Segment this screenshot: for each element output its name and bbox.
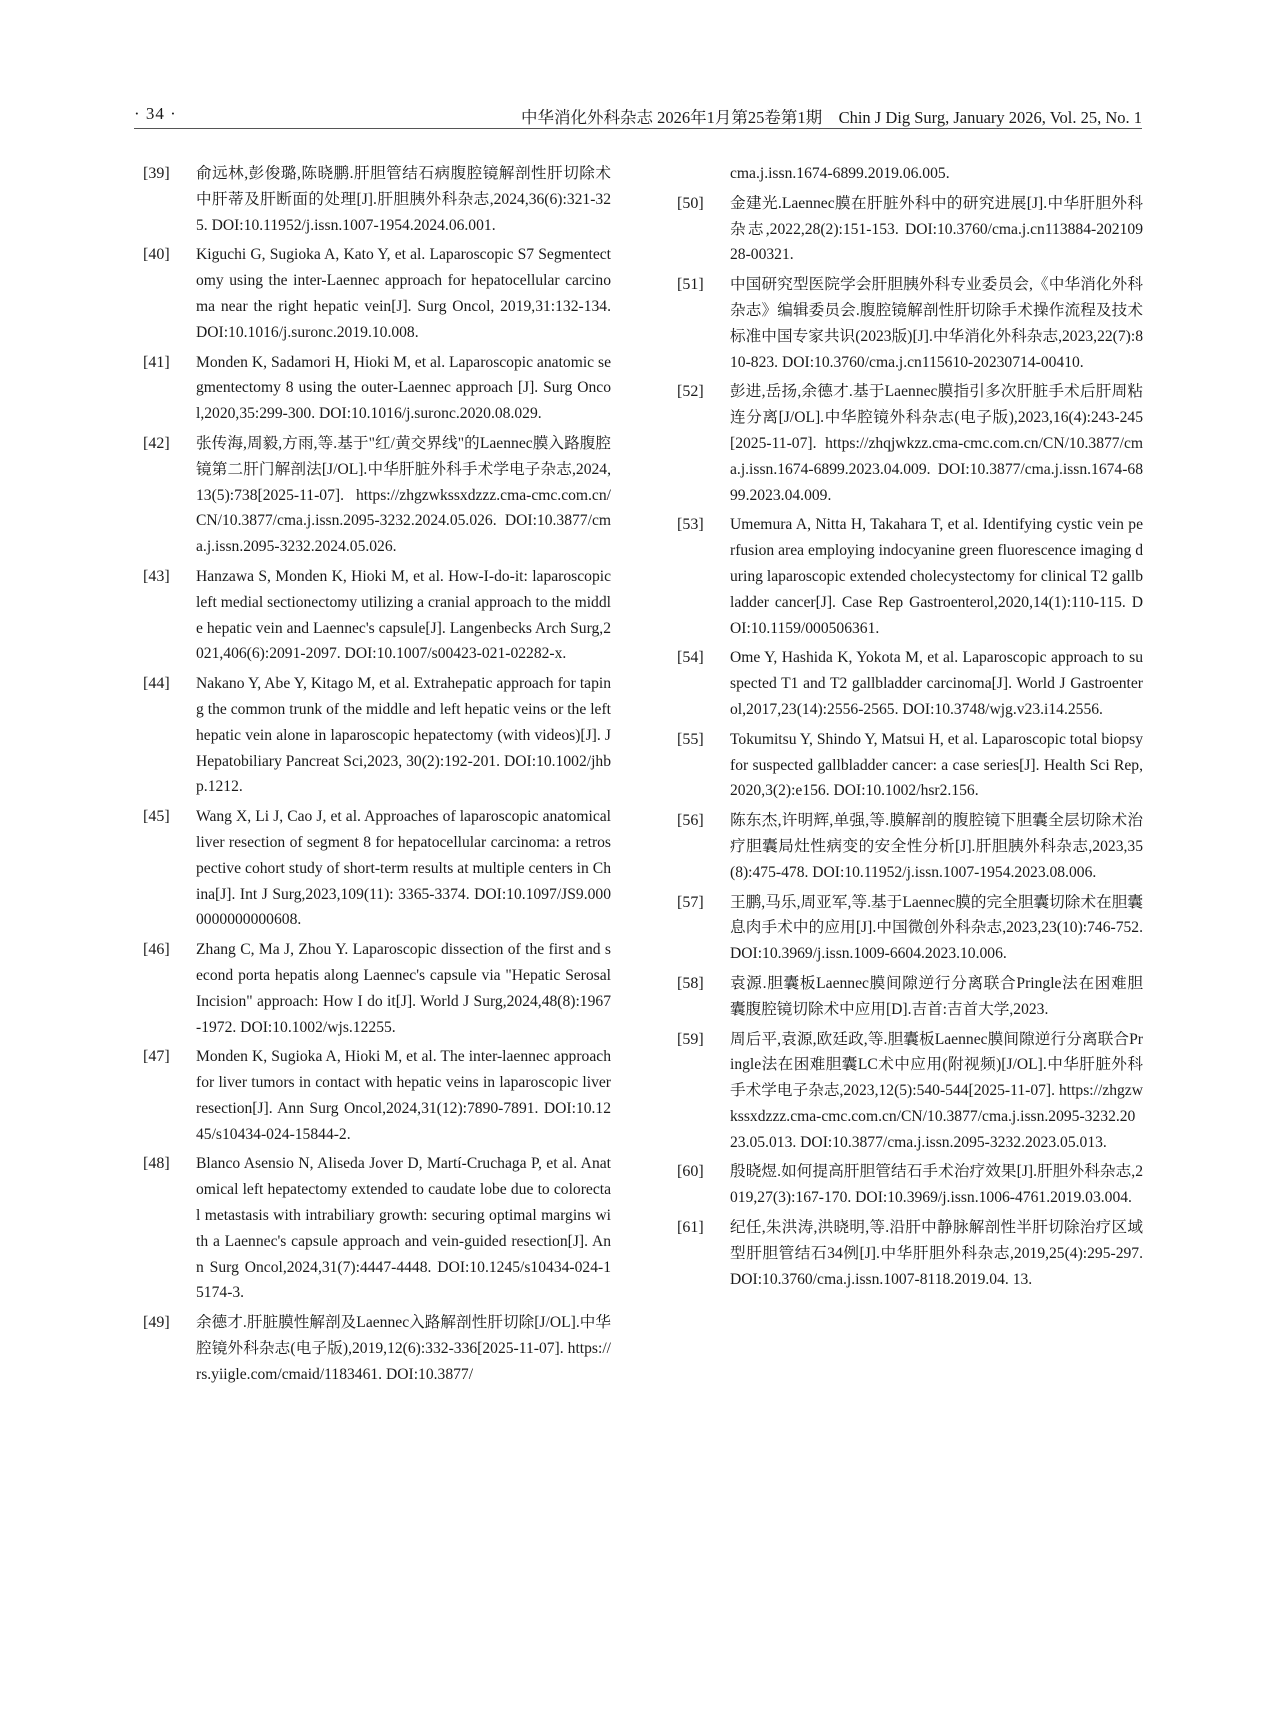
reference-item bbox=[677, 971, 1143, 1023]
reference-item bbox=[143, 804, 611, 933]
reference-number: [59] bbox=[677, 1030, 704, 1048]
reference-number: [55] bbox=[677, 730, 704, 748]
reference-item bbox=[143, 937, 611, 1040]
reference-text: Ome Y, Hashida K, Yokota M, et al. Laparoscopic approach to suspected T1 and T2 gallbladder carcinoma[J]. World J Gastroenterol,2017,23(14):2556-2565. DOI:10.3748/wjg.v23.i14.2556. bbox=[730, 649, 1143, 718]
reference-item bbox=[143, 161, 611, 238]
reference-text: 陈东杰,许明辉,单强,等.膜解剖的腹腔镜下胆囊全层切除术治疗胆囊局灶性病变的安全性分析[J].肝胆胰外科杂志,2023,35(8):475-478. DOI:10.11952/j.issn.1007-1954.2023.08.006. bbox=[730, 812, 1143, 881]
reference-number: [39] bbox=[143, 165, 170, 182]
reference-text: 纪任,朱洪涛,洪晓明,等.沿肝中静脉解剖性半肝切除治疗区域型肝胆管结石34例[J].中华肝胆外科杂志,2019,25(4):295-297. DOI:10.3760/cma.j.issn.1007-8118.2019.04. 13. bbox=[730, 1219, 1143, 1288]
reference-number: [61] bbox=[677, 1219, 704, 1237]
reference-item bbox=[143, 671, 611, 800]
reference-text: 彭进,岳扬,余德才.基于Laennec膜指引多次肝脏手术后肝周粘连分离[J/OL].中华腔镜外科杂志(电子版),2023,16(4):243-245[2025-11-07]. https://zhqjwkzz.cma-cmc.com.cn/CN/10.3877/cma.j.issn.1674-6899.2023.04.009. DOI:10.3877/cma.j.issn.1674-6899.2023.04.009. bbox=[730, 383, 1143, 504]
page-number: · 34 · bbox=[134, 104, 177, 123]
reference-number: [53] bbox=[677, 516, 704, 534]
reference-text: Tokumitsu Y, Shindo Y, Matsui H, et al. Laparoscopic total biopsy for suspected gallbladder cancer: a case series[J]. Health Sci Rep,2020,3(2):e156. DOI:10.1002/hsr2.156. bbox=[730, 730, 1143, 800]
reference-column-left bbox=[143, 161, 611, 1392]
reference-number: [49] bbox=[143, 1314, 170, 1332]
reference-item bbox=[677, 808, 1143, 885]
reference-item bbox=[143, 242, 611, 345]
reference-number: [51] bbox=[677, 276, 704, 294]
reference-item bbox=[143, 564, 611, 667]
reference-column-right bbox=[677, 161, 1143, 1296]
reference-item bbox=[677, 890, 1143, 967]
reference-text: 王鹏,马乐,周亚军,等.基于Laennec膜的完全胆囊切除术在胆囊息肉手术中的应用[J].中国微创外科杂志,2023,23(10):746-752. DOI:10.3969/j.issn.1009-6604.2023.10.006. bbox=[730, 893, 1143, 963]
reference-item bbox=[677, 645, 1143, 722]
reference-text: Nakano Y, Abe Y, Kitago M, et al. Extrahepatic approach for taping the common trunk of the middle and left hepatic veins or the left hepatic vein alone in laparoscopic hepatectomy (with videos)[J]. J Hepatobiliary Pancreat Sci,2023, 30(2):192-201. DOI:10.1002/jhbp.1212. bbox=[196, 675, 611, 796]
reference-text: 殷晓煜.如何提高肝胆管结石手术治疗效果[J].肝胆外科杂志,2019,27(3):167-170. DOI:10.3969/j.issn.1006-4761.2019.03.004. bbox=[730, 1163, 1143, 1207]
reference-item bbox=[143, 1151, 611, 1306]
reference-number: [41] bbox=[143, 353, 170, 371]
reference-item bbox=[677, 272, 1143, 375]
reference-item bbox=[677, 1159, 1143, 1211]
reference-text: 袁源.胆囊板Laennec膜间隙逆行分离联合Pringle法在困难胆囊腹腔镜切除术中应用[D].吉首:吉首大学,2023. bbox=[730, 974, 1143, 1018]
reference-text: 周后平,袁源,欧廷政,等.胆囊板Laennec膜间隙逆行分离联合Pringle法在困难胆囊LC术中应用(附视频)[J/OL].中华肝脏外科手术学电子杂志,2023,12(5):540-544[2025-11-07]. https://zhgzwkssxdzzz.cma-cmc.com.cn/CN/10.3877/cma.j.issn.2095-3232.2023.05.013. DOI:10.3877/cma.j.issn.2095-3232.2023.05.013. bbox=[730, 1030, 1143, 1151]
reference-number: [43] bbox=[143, 567, 170, 585]
reference-number: [50] bbox=[677, 194, 704, 212]
reference-text: Hanzawa S, Monden K, Hioki M, et al. How-I-do-it: laparoscopic left medial sectionectomy utilizing a cranial approach to the middle hepatic vein and Laennec's capsule[J]. Langenbecks Arch Surg,2021,406(6):2091-2097. DOI:10.1007/s00423-021-02282-x. bbox=[196, 567, 611, 663]
reference-item bbox=[677, 191, 1143, 268]
reference-text: 张传海,周毅,方雨,等.基于"红/黄交界线"的Laennec膜入路腹腔镜第二肝门解剖法[J/OL].中华肝脏外科手术学电子杂志,2024,13(5):738[2025-11-07]. https://zhgzwkssxdzzz.cma-cmc.com.cn/CN/10.3877/cma.j.issn.2095-3232.2024.05.026. DOI:10.3877/cma.j.issn.2095-3232.2024.05.026. bbox=[196, 434, 611, 556]
reference-item bbox=[677, 379, 1143, 508]
reference-text: Wang X, Li J, Cao J, et al. Approaches of laparoscopic anatomical liver resection of segment 8 for hepatocellular carcinoma: a retrospective cohort study of short-term results at multiple centers in China[J]. Int J Surg,2023,109(11): 3365-3374. DOI:10.1097/JS9.0000000000000608. bbox=[196, 808, 611, 929]
reference-text: Monden K, Sugioka A, Hioki M, et al. The inter-laennec approach for liver tumors in contact with hepatic veins in laparoscopic liver resection[J]. Ann Surg Oncol,2024,31(12):7890-7891. DOI:10.1245/s10434-024-15844-2. bbox=[196, 1048, 611, 1143]
reference-item bbox=[677, 512, 1143, 641]
reference-item bbox=[677, 727, 1143, 804]
reference-number: [52] bbox=[677, 383, 704, 401]
reference-number: [54] bbox=[677, 649, 704, 667]
page-header bbox=[134, 100, 1142, 129]
reference-text: 俞远林,彭俊璐,陈晓鹏.肝胆管结石病腹腔镜解剖性肝切除术中肝蒂及肝断面的处理[J].肝胆胰外科杂志,2024,36(6):321-325. DOI:10.11952/j.issn.1007-1954.2024.06.001. bbox=[196, 165, 611, 234]
reference-item bbox=[677, 1027, 1143, 1156]
reference-number: [42] bbox=[143, 434, 170, 452]
reference-number: [57] bbox=[677, 893, 704, 911]
reference-continuation: cma.j.issn.1674-6899.2019.06.005. bbox=[730, 165, 950, 182]
reference-text: Kiguchi G, Sugioka A, Kato Y, et al. Laparoscopic S7 Segmentectomy using the inter-Laennec approach for hepatocellular carcinoma near the right hepatic vein[J]. Surg Oncol, 2019,31:132-134. DOI:10.1016/j.suronc.2019.10.008. bbox=[196, 246, 611, 341]
reference-number: [44] bbox=[143, 675, 170, 693]
journal-citation: 中华消化外科杂志 2026年1月第25卷第1期 Chin J Dig Surg, January 2026, Vol. 25, No. 1 bbox=[520, 108, 1142, 127]
reference-item bbox=[143, 1044, 611, 1147]
reference-text: Umemura A, Nitta H, Takahara T, et al. Identifying cystic vein perfusion area employing indocyanine green fluorescence imaging during laparoscopic extended cholecystectomy for clinical T2 gallbladder cancer[J]. Case Rep Gastroenterol,2020,14(1):110-115. DOI:10.1159/000506361. bbox=[730, 516, 1143, 637]
reference-text: Blanco Asensio N, Aliseda Jover D, Martí-Cruchaga P, et al. Anatomical left hepatectomy extended to caudate lobe due to colorectal metastasis with intrabiliary growth: securing optimal margins with a Laennec's capsule approach and vein-guided resection[J]. Ann Surg Oncol,2024,31(7):4447-4448. DOI:10.1245/s10434-024-15174-3. bbox=[196, 1155, 611, 1302]
reference-text: 中国研究型医院学会肝胆胰外科专业委员会,《中华消化外科杂志》编辑委员会.腹腔镜解剖性肝切除手术操作流程及技术标准中国专家共识(2023版)[J].中华消化外科杂志,2023,22(7):810-823. DOI:10.3760/cma.j.cn115610-20230714-00410. bbox=[730, 276, 1143, 371]
reference-number: [47] bbox=[143, 1048, 170, 1066]
reference-text: Monden K, Sadamori H, Hioki M, et al. Laparoscopic anatomic segmentectomy 8 using the outer-Laennec approach [J]. Surg Oncol,2020,35:299-300. DOI:10.1016/j.suronc.2020.08.029. bbox=[196, 353, 611, 423]
reference-number: [46] bbox=[143, 941, 170, 959]
reference-item bbox=[143, 431, 611, 560]
reference-number: [40] bbox=[143, 246, 170, 264]
reference-number: [58] bbox=[677, 974, 704, 992]
reference-number: [56] bbox=[677, 812, 704, 830]
reference-number: [48] bbox=[143, 1155, 170, 1173]
reference-text: Zhang C, Ma J, Zhou Y. Laparoscopic dissection of the first and second porta hepatis along Laennec's capsule via "Hepatic Serosal Incision" approach: How I do it[J]. World J Surg,2024,48(8):1967-1972. DOI:10.1002/wjs.12255. bbox=[196, 941, 611, 1036]
reference-item bbox=[677, 1215, 1143, 1292]
reference-number: [60] bbox=[677, 1163, 704, 1181]
reference-text: 金建光.Laennec膜在肝脏外科中的研究进展[J].中华肝胆外科杂志,2022,28(2):151-153. DOI:10.3760/cma.j.cn113884-20210928-00321. bbox=[730, 194, 1143, 264]
reference-number: [45] bbox=[143, 808, 170, 826]
reference-item bbox=[143, 350, 611, 427]
reference-text: 余德才.肝脏膜性解剖及Laennec入路解剖性肝切除[J/OL].中华腔镜外科杂志(电子版),2019,12(6):332-336[2025-11-07]. https://rs.yiigle.com/cmaid/1183461. DOI:10.3877/ bbox=[196, 1314, 611, 1383]
reference-item bbox=[143, 1310, 611, 1387]
